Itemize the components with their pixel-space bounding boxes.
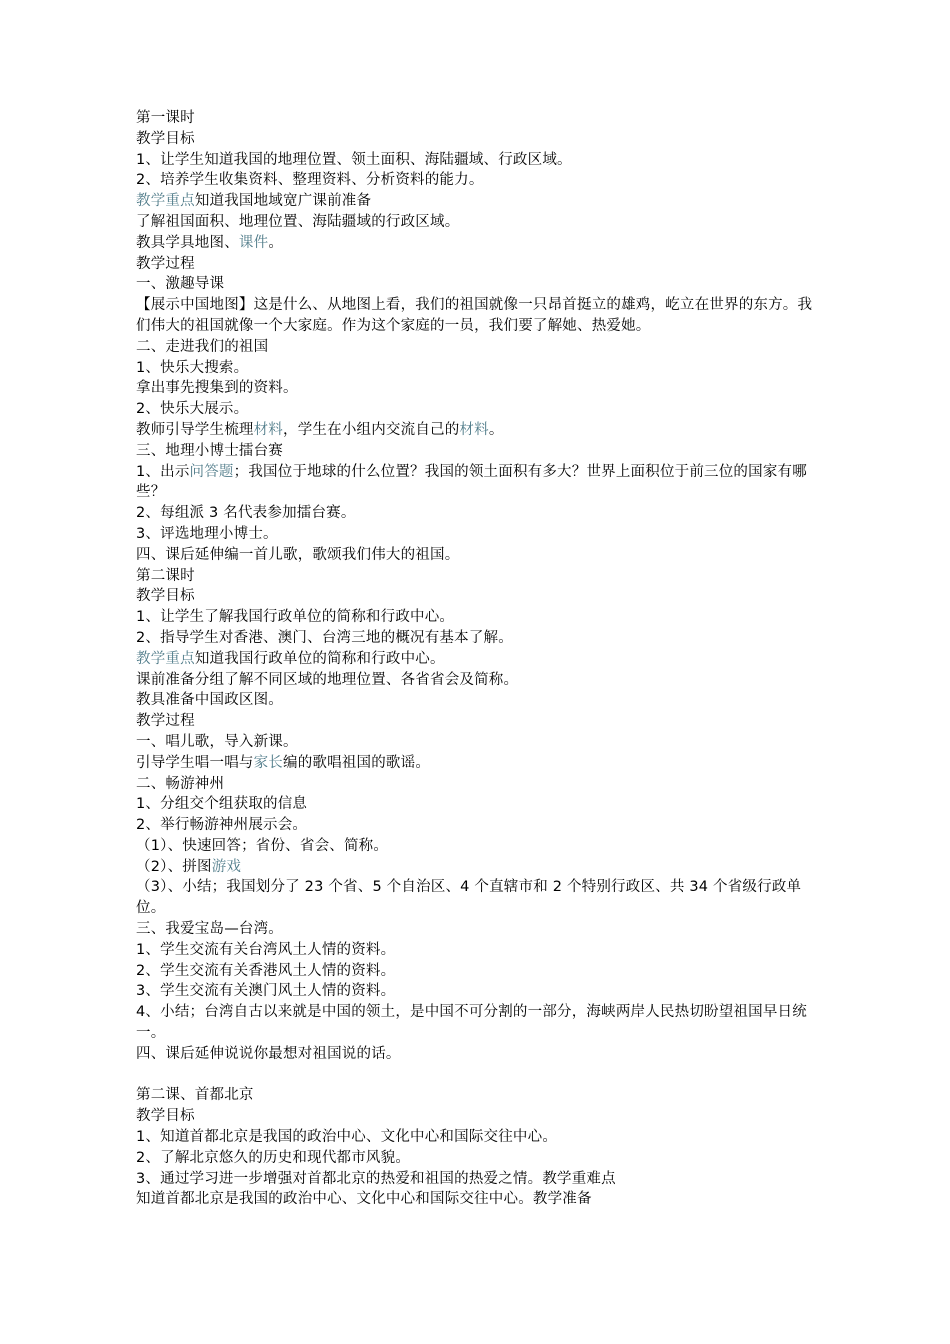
text-line bbox=[136, 1085, 826, 1106]
text-line bbox=[136, 150, 826, 171]
text-segment: 三、我爱宝岛—台湾。 bbox=[136, 921, 283, 938]
text-segment: 2、快乐大展示。 bbox=[136, 401, 249, 418]
text-segment: 二、畅游神州 bbox=[136, 775, 225, 792]
text-line bbox=[136, 1148, 826, 1169]
text-line bbox=[136, 378, 826, 399]
text-line bbox=[136, 295, 826, 337]
highlighted-text: 游戏 bbox=[211, 858, 242, 875]
text-segment: 拿出事先搜集到的资料。 bbox=[136, 380, 298, 397]
text-segment: ，学生在小组内交流自己的 bbox=[283, 421, 460, 438]
text-line bbox=[136, 545, 826, 566]
text-line bbox=[136, 628, 826, 649]
highlighted-text: 教学重点 bbox=[136, 650, 195, 667]
text-segment: 知道首都北京是我国的政治中心、文化中心和国际交往中心。教学准备 bbox=[136, 1191, 592, 1208]
text-segment: 3、评选地理小博士。 bbox=[136, 525, 278, 542]
text-line bbox=[136, 274, 826, 295]
text-line bbox=[136, 586, 826, 607]
text-segment: 2、学生交流有关香港风土人情的资料。 bbox=[136, 962, 396, 979]
text-segment: 教学目标 bbox=[136, 130, 195, 147]
highlighted-text: 家长 bbox=[253, 754, 284, 771]
text-segment: 课前准备分组了解不同区域的地理位置、各省省会及简称。 bbox=[136, 671, 519, 688]
highlighted-text: 课件 bbox=[238, 234, 269, 251]
text-segment: 第一课时 bbox=[136, 110, 195, 126]
text-segment: 2、指导学生对香港、澳门、台湾三地的概况有基本了解。 bbox=[136, 629, 513, 646]
text-segment: 1、出示 bbox=[136, 463, 190, 480]
text-segment: 教学过程 bbox=[136, 713, 195, 730]
highlighted-text: 材料 bbox=[459, 421, 489, 438]
text-line bbox=[136, 399, 826, 420]
text-segment: 3、学生交流有关澳门风土人情的资料。 bbox=[136, 983, 396, 1000]
document-body bbox=[136, 108, 826, 1210]
text-line bbox=[136, 108, 826, 129]
text-line bbox=[136, 794, 826, 815]
text-segment: 1、分组交个组获取的信息 bbox=[136, 796, 308, 813]
text-segment: 引导学生唱一唱与 bbox=[136, 754, 254, 771]
text-line bbox=[136, 815, 826, 836]
text-line bbox=[136, 877, 826, 919]
text-segment: 教学目标 bbox=[136, 588, 195, 605]
text-line bbox=[136, 358, 826, 379]
text-segment: 1、让学生知道我国的地理位置、领土面积、海陆疆域、行政区域。 bbox=[136, 151, 572, 168]
text-line bbox=[136, 420, 826, 441]
text-line bbox=[136, 961, 826, 982]
text-segment: 。 bbox=[268, 234, 284, 251]
text-line bbox=[136, 732, 826, 753]
text-segment: 教学过程 bbox=[136, 255, 195, 272]
text-segment: 教师引导学生梳理 bbox=[136, 421, 254, 438]
text-line bbox=[136, 649, 826, 670]
text-segment: 三、地理小博士擂台赛 bbox=[136, 442, 283, 459]
text-line bbox=[136, 1106, 826, 1127]
text-line bbox=[136, 607, 826, 628]
text-segment: 3、通过学习进一步增强对首都北京的热爱和祖国的热爱之情。教学重难点 bbox=[136, 1170, 616, 1187]
text-line bbox=[136, 1189, 826, 1210]
text-segment: 教学目标 bbox=[136, 1108, 195, 1125]
text-segment: 四、课后延伸说说你最想对祖国说的话。 bbox=[136, 1045, 401, 1062]
text-line bbox=[136, 774, 826, 795]
text-line bbox=[136, 919, 826, 940]
text-line bbox=[136, 462, 826, 504]
text-line bbox=[136, 836, 826, 857]
text-line bbox=[136, 524, 826, 545]
text-segment: 一、激趣导课 bbox=[136, 276, 225, 293]
text-segment: 二、走进我们的祖国 bbox=[136, 338, 269, 355]
text-segment: 一、唱儿歌，导入新课。 bbox=[136, 733, 298, 750]
text-segment: 。 bbox=[488, 421, 504, 438]
text-line bbox=[136, 1127, 826, 1148]
text-segment: 2、每组派 3 名代表参加擂台赛。 bbox=[136, 505, 356, 522]
text-segment: 第二课时 bbox=[136, 567, 195, 584]
text-line bbox=[136, 1169, 826, 1190]
text-line bbox=[136, 170, 826, 191]
text-segment: 1、知道首都北京是我国的政治中心、文化中心和国际交往中心。 bbox=[136, 1129, 558, 1146]
highlighted-text: 教学重点 bbox=[136, 193, 195, 210]
text-segment: 四、课后延伸编一首儿歌，歌颂我们伟大的祖国。 bbox=[136, 546, 460, 563]
text-segment: 了解祖国面积、地理位置、海陆疆域的行政区域。 bbox=[136, 213, 460, 230]
text-line bbox=[136, 212, 826, 233]
text-segment: （3）、小结；我国划分了 23 个省、5 个自治区、4 个直辖市和 2 个特别行政区、共 34 个省级行政单位。 bbox=[136, 879, 802, 917]
text-line bbox=[136, 753, 826, 774]
text-line bbox=[136, 503, 826, 524]
text-segment: 1、快乐大搜索。 bbox=[136, 359, 249, 376]
text-segment: 2、举行畅游神州展示会。 bbox=[136, 817, 308, 834]
text-segment: 2、了解北京悠久的历史和现代都市风貌。 bbox=[136, 1149, 411, 1166]
text-segment: 【展示中国地图】这是什么、从地图上看，我们的祖国就像一只昂首挺立的雄鸡，屹立在世界的东方。我们伟大的祖国就像一个大家庭。作为这个家庭的一员，我们要了解她、热爱她。 bbox=[136, 297, 813, 334]
text-segment: 1、让学生了解我国行政单位的简称和行政中心。 bbox=[136, 609, 455, 626]
text-line bbox=[136, 566, 826, 587]
text-line bbox=[136, 441, 826, 462]
text-line bbox=[136, 233, 826, 254]
text-line bbox=[136, 711, 826, 732]
text-line bbox=[136, 129, 826, 150]
text-segment: 知道我国行政单位的简称和行政中心。 bbox=[194, 650, 445, 667]
text-segment: 编的歌唱祖国的歌谣。 bbox=[283, 754, 431, 771]
text-segment: 教具学具地图、 bbox=[136, 234, 239, 251]
blank-line bbox=[136, 1065, 826, 1086]
text-segment: 教具准备中国政区图。 bbox=[136, 692, 283, 709]
text-line bbox=[136, 857, 826, 878]
highlighted-text: 问答题 bbox=[189, 463, 234, 480]
text-segment: 1、学生交流有关台湾风土人情的资料。 bbox=[136, 941, 396, 958]
text-segment: 第二课、首都北京 bbox=[136, 1087, 254, 1104]
text-line bbox=[136, 254, 826, 275]
text-line bbox=[136, 1002, 826, 1044]
highlighted-text: 材料 bbox=[253, 421, 284, 438]
text-line bbox=[136, 940, 826, 961]
text-segment: ；我国位于地球的什么位置？我国的领土面积有多大？世界上面积位于前三位的国家有哪些？ bbox=[136, 463, 807, 501]
text-line bbox=[136, 191, 826, 212]
text-segment: （2）、拼图 bbox=[136, 858, 212, 875]
text-line bbox=[136, 981, 826, 1002]
text-line bbox=[136, 1044, 826, 1065]
text-segment: 知道我国地域宽广课前准备 bbox=[194, 193, 372, 210]
text-line bbox=[136, 690, 826, 711]
text-segment: 2、培养学生收集资料、整理资料、分析资料的能力。 bbox=[136, 172, 484, 189]
text-segment: 4、小结；台湾自古以来就是中国的领土，是中国不可分割的一部分，海峡两岸人民热切盼望祖国早日统一。 bbox=[136, 1004, 807, 1042]
text-segment: （1）、快速回答；省份、省会、简称。 bbox=[136, 837, 389, 854]
text-line bbox=[136, 337, 826, 358]
text-line bbox=[136, 670, 826, 691]
